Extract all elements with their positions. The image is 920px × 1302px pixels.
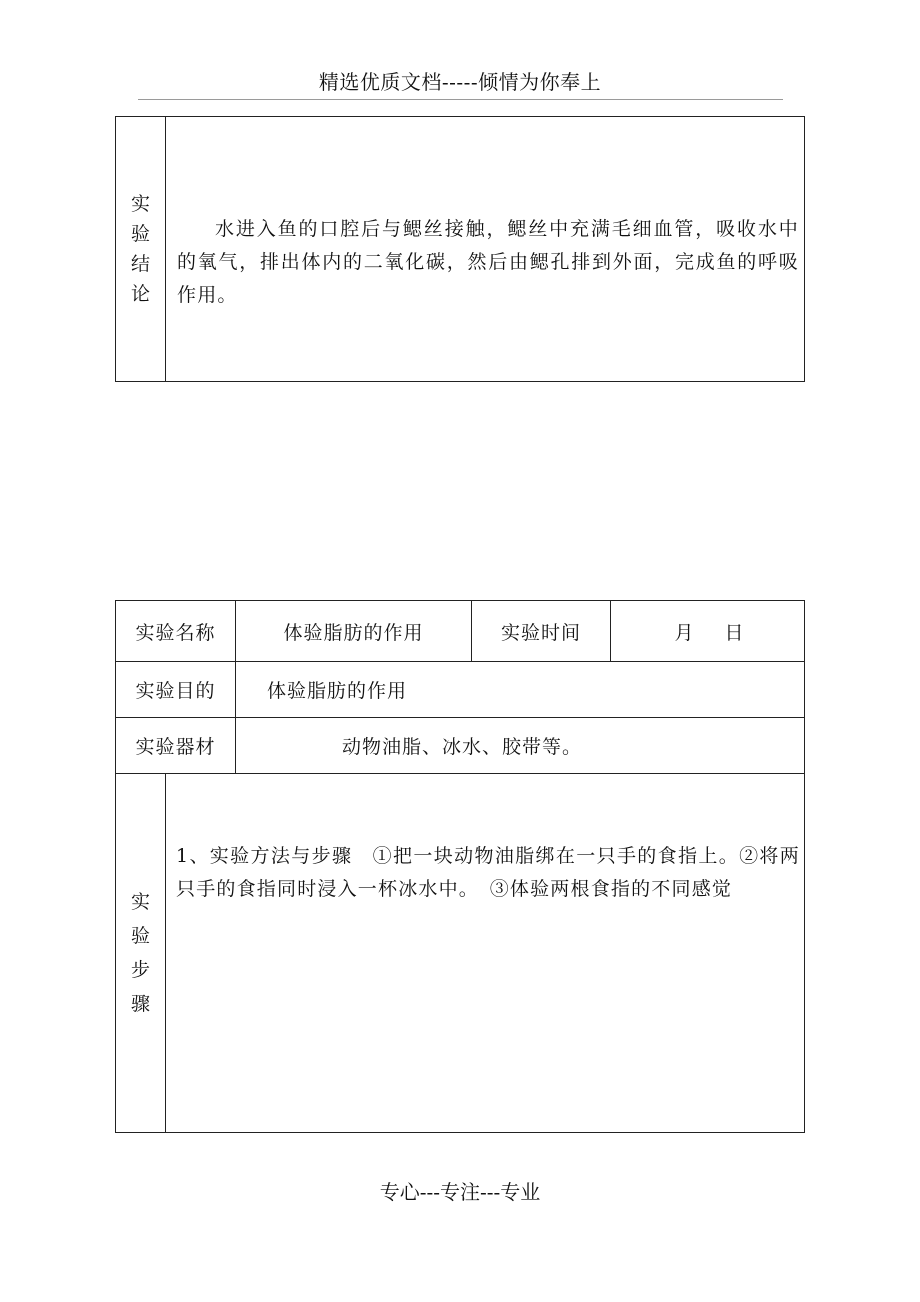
- conclusion-label-char: 验: [130, 223, 150, 245]
- experiment-steps-content-cell: [165, 773, 805, 1133]
- experiment-steps-label-cell: [115, 773, 166, 1133]
- page-footer: 专心---专注---专业: [379, 1180, 541, 1204]
- time-month: 月: [674, 621, 695, 644]
- experiment-purpose-value-cell: [235, 661, 805, 718]
- conclusion-label-cell: [115, 116, 166, 382]
- header-rule: [138, 99, 783, 100]
- steps-label-char: 实: [130, 891, 150, 913]
- conclusion-content-cell: [165, 116, 805, 382]
- conclusion-label-char: 实: [130, 193, 150, 215]
- page-header: 精选优质文档-----倾情为你奉上: [318, 70, 602, 94]
- experiment-steps-text: 1、实验方法与步骤 ①把一块动物油脂绑在一只手的食指上。②将两只手的食指同时浸入一杯冰水中。 ③体验两根食指的不同感觉: [176, 845, 800, 900]
- steps-label-char: 步: [130, 959, 150, 981]
- conclusion-paragraph: 水进入鱼的口腔后与鳃丝接触，鳃丝中充满毛细血管，吸收水中的氧气，排出体内的二氧化碳，然后由鳃孔排到外面，完成鱼的呼吸作用。: [177, 218, 799, 306]
- conclusion-label-char: 论: [130, 283, 150, 305]
- steps-label-char: 骤: [130, 993, 150, 1015]
- experiment-materials-value: 动物油脂、冰水、胶带等。: [342, 736, 583, 758]
- experiment-materials-label: 实验器材: [115, 717, 236, 774]
- experiment-name-label: 实验名称: [115, 600, 236, 662]
- experiment-purpose-value: 体验脂肪的作用: [267, 680, 408, 702]
- steps-label-char: 验: [130, 925, 150, 947]
- experiment-name-value: 体验脂肪的作用: [235, 600, 472, 662]
- experiment-time-label: 实验时间: [471, 600, 611, 662]
- experiment-purpose-label: 实验目的: [115, 661, 236, 718]
- conclusion-label-char: 结: [130, 253, 150, 275]
- experiment-materials-value-cell: [235, 717, 805, 774]
- time-day: 日: [724, 621, 745, 644]
- experiment-time-value: [610, 600, 805, 662]
